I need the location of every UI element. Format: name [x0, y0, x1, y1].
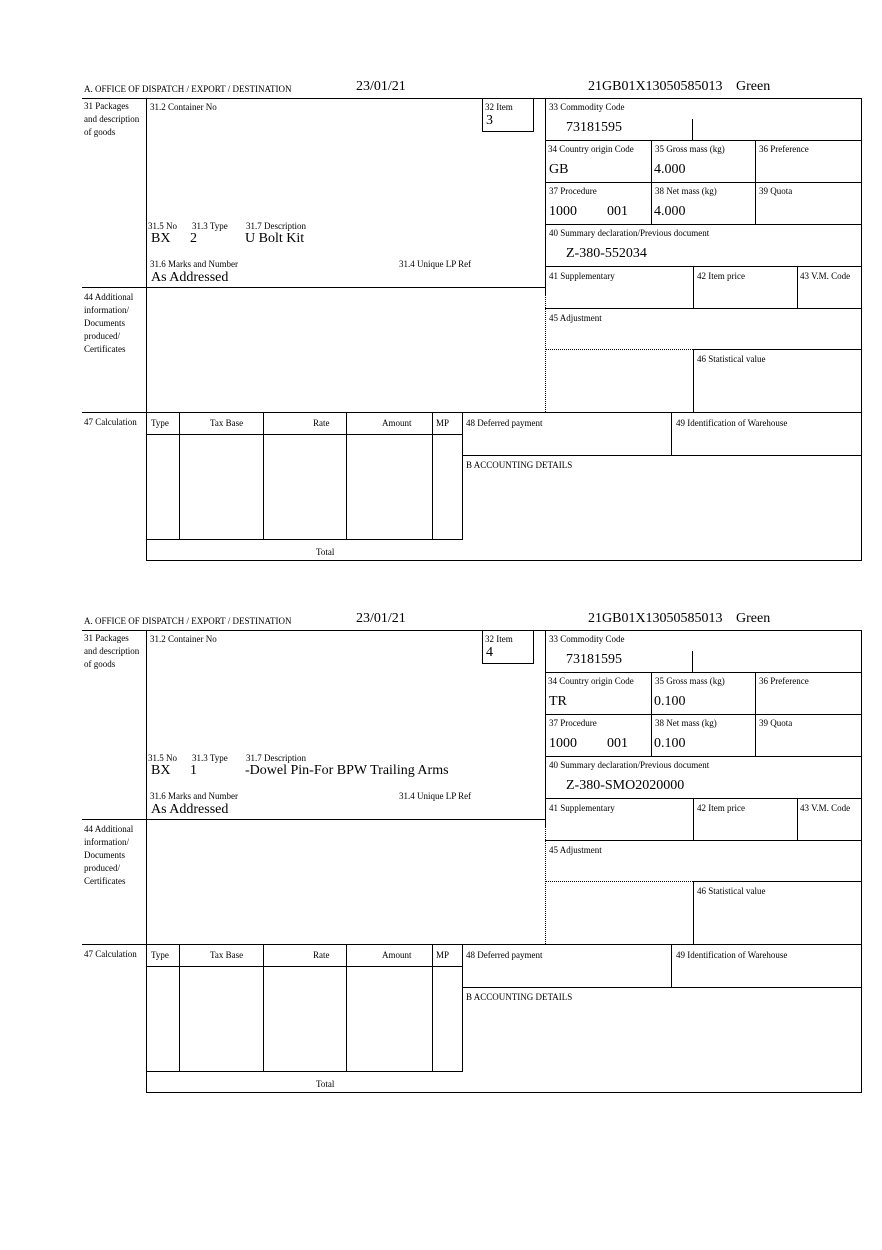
col-mp-label: MP [436, 418, 450, 428]
declaration-date: 23/01/21 [356, 79, 406, 94]
additional-info-label: 44 Additional information/ Documents produced/ Certificates [84, 824, 134, 886]
statistical-value-label: 46 Statistical value [697, 886, 766, 896]
warehouse-label: 49 Identification of Warehouse [676, 418, 788, 428]
description-label: 31.7 Description [246, 221, 306, 231]
marks-label: 31.6 Marks and Number [150, 791, 238, 801]
col-amount-label: Amount [382, 418, 412, 428]
summary-declaration-label: 40 Summary declaration/Previous document [549, 228, 710, 238]
route-status: Green [736, 611, 771, 626]
unique-lp-label: 31.4 Unique LP Ref [399, 259, 472, 269]
type-value: 2 [190, 231, 197, 246]
unique-lp-label: 31.4 Unique LP Ref [399, 791, 472, 801]
additional-info-label: 44 Additional information/ Documents produced/ Certificates [84, 292, 134, 354]
procedure-value: 1000 [549, 204, 577, 219]
procedure-code: 001 [607, 736, 628, 751]
country-origin-label: 34 Country origin Code [548, 676, 634, 686]
statistical-value-label: 46 Statistical value [697, 354, 766, 364]
declaration-reference: 21GB01X13050585013 [588, 79, 723, 94]
declaration-reference: 21GB01X13050585013 [588, 611, 723, 626]
col-type-label: Type [151, 418, 169, 428]
no-value: BX [151, 763, 171, 778]
country-origin-label: 34 Country origin Code [548, 144, 634, 154]
procedure-label: 37 Procedure [549, 186, 597, 196]
net-mass-label: 38 Net mass (kg) [655, 186, 717, 196]
accounting-details-label: B ACCOUNTING DETAILS [466, 992, 573, 1002]
gross-mass-label: 35 Gross mass (kg) [655, 144, 725, 154]
item-price-label: 42 Item price [697, 271, 745, 281]
deferred-payment-label: 48 Deferred payment [466, 950, 543, 960]
description-label: 31.7 Description [246, 753, 306, 763]
commodity-label: 33 Commodity Code [549, 634, 625, 644]
vm-code-label: 43 V.M. Code [800, 271, 851, 281]
no-label: 31.5 No [148, 221, 177, 231]
item-price-label: 42 Item price [697, 803, 745, 813]
office-label: A. OFFICE OF DISPATCH / EXPORT / DESTINATION [84, 616, 292, 626]
gross-mass-value: 0.100 [654, 694, 686, 709]
accounting-details-label: B ACCOUNTING DETAILS [466, 460, 573, 470]
preference-label: 36 Preference [759, 144, 809, 154]
route-status: Green [736, 79, 771, 94]
item-label: 32 Item [485, 634, 513, 644]
country-origin-value: GB [549, 162, 569, 177]
col-type-label: Type [151, 950, 169, 960]
vm-code-label: 43 V.M. Code [800, 803, 851, 813]
marks-label: 31.6 Marks and Number [150, 259, 238, 269]
container-label: 31.2 Container No [150, 102, 217, 112]
item-label: 32 Item [485, 102, 513, 112]
item-value: 4 [486, 645, 493, 660]
net-mass-value: 0.100 [654, 736, 686, 751]
declaration-item-form [0, 611, 882, 1138]
summary-declaration-value: Z-380-552034 [566, 246, 647, 261]
procedure-label: 37 Procedure [549, 718, 597, 728]
total-label: Total [316, 1079, 335, 1089]
type-label: 31.3 Type [192, 221, 228, 231]
calculation-label: 47 Calculation [84, 949, 137, 959]
commodity-value: 73181595 [566, 652, 622, 667]
procedure-code: 001 [607, 204, 628, 219]
col-amount-label: Amount [382, 950, 412, 960]
no-value: BX [151, 231, 171, 246]
marks-value: As Addressed [151, 802, 229, 817]
deferred-payment-label: 48 Deferred payment [466, 418, 543, 428]
summary-declaration-value: Z-380-SMO2020000 [566, 778, 685, 793]
supplementary-label: 41 Supplementary [549, 803, 615, 813]
col-mp-label: MP [436, 950, 450, 960]
declaration-date: 23/01/21 [356, 611, 406, 626]
quota-label: 39 Quota [759, 186, 793, 196]
office-label: A. OFFICE OF DISPATCH / EXPORT / DESTINATION [84, 84, 292, 94]
declaration-item-form [0, 79, 882, 606]
summary-declaration-label: 40 Summary declaration/Previous document [549, 760, 710, 770]
gross-mass-label: 35 Gross mass (kg) [655, 676, 725, 686]
col-tax-base-label: Tax Base [210, 418, 244, 428]
no-label: 31.5 No [148, 753, 177, 763]
procedure-value: 1000 [549, 736, 577, 751]
col-tax-base-label: Tax Base [210, 950, 244, 960]
net-mass-label: 38 Net mass (kg) [655, 718, 717, 728]
type-label: 31.3 Type [192, 753, 228, 763]
description-value: -Dowel Pin-For BPW Trailing Arms [245, 763, 449, 778]
preference-label: 36 Preference [759, 676, 809, 686]
adjustment-label: 45 Adjustment [549, 313, 602, 323]
packages-label: 31 Packages and description of goods [84, 101, 140, 137]
gross-mass-value: 4.000 [654, 162, 686, 177]
type-value: 1 [190, 763, 197, 778]
calculation-label: 47 Calculation [84, 417, 137, 427]
item-value: 3 [486, 113, 493, 128]
description-value: U Bolt Kit [245, 231, 305, 246]
commodity-label: 33 Commodity Code [549, 102, 625, 112]
supplementary-label: 41 Supplementary [549, 271, 615, 281]
marks-value: As Addressed [151, 270, 229, 285]
quota-label: 39 Quota [759, 718, 793, 728]
country-origin-value: TR [549, 694, 567, 709]
warehouse-label: 49 Identification of Warehouse [676, 950, 788, 960]
commodity-value: 73181595 [566, 120, 622, 135]
net-mass-value: 4.000 [654, 204, 686, 219]
container-label: 31.2 Container No [150, 634, 217, 644]
total-label: Total [316, 547, 335, 557]
packages-label: 31 Packages and description of goods [84, 633, 140, 669]
col-rate-label: Rate [313, 418, 330, 428]
adjustment-label: 45 Adjustment [549, 845, 602, 855]
col-rate-label: Rate [313, 950, 330, 960]
